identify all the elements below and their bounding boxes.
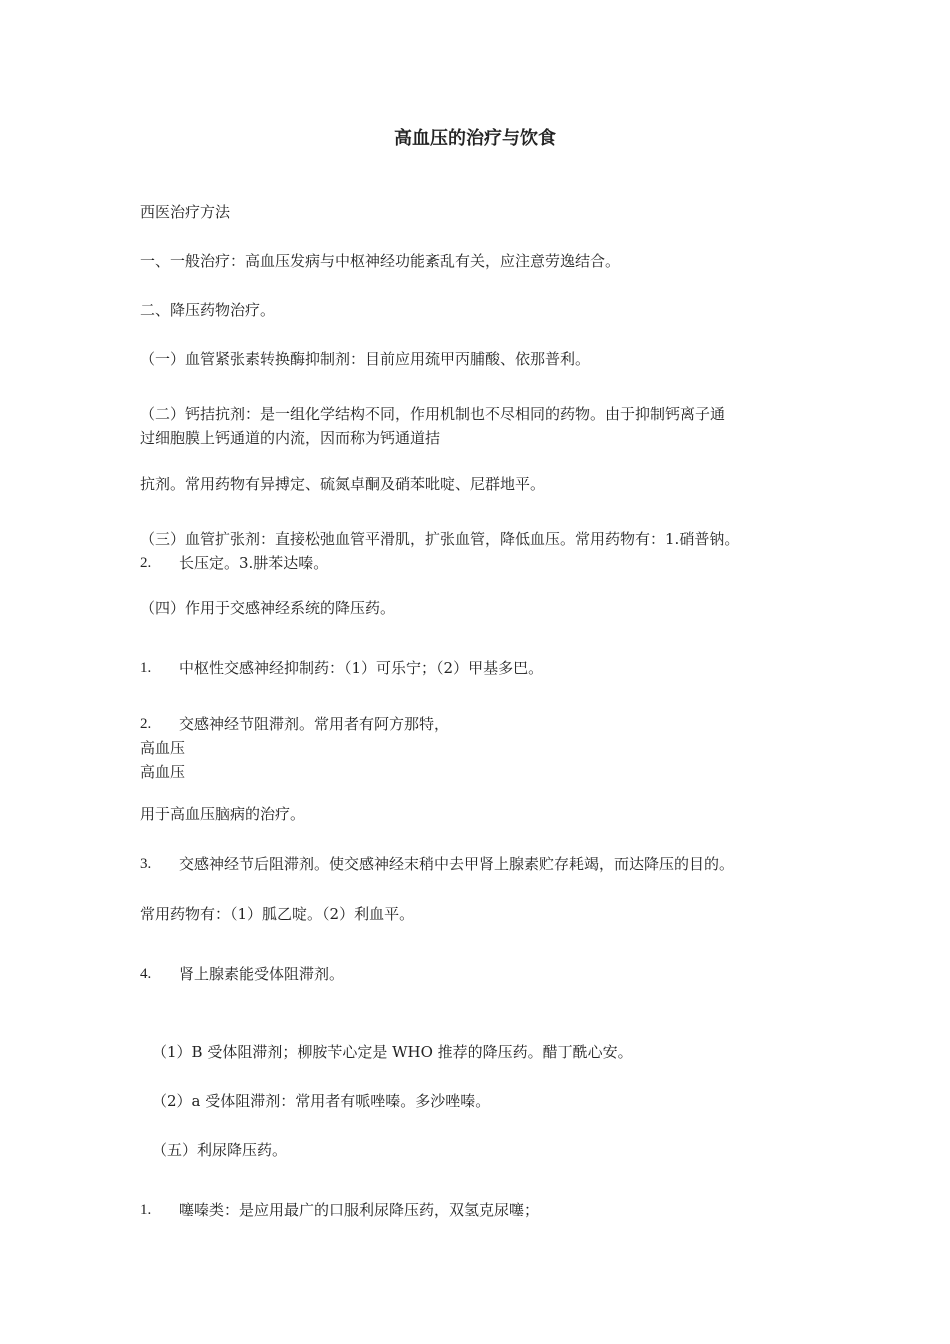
list-number: 3. <box>140 856 152 872</box>
section-heading: 西医治疗方法 <box>140 203 231 221</box>
paragraph-ace-inhibitor: （一）血管紧张素转换酶抑制剂：目前应用巯甲丙脯酸、依那普利。 <box>140 350 591 368</box>
list-item-thiazides: 噻嗪类：是应用最广的口服利尿降压药，双氢克尿噻； <box>179 1201 540 1219</box>
list-number: 1. <box>140 660 152 676</box>
list-number: 4. <box>140 966 152 982</box>
list-item-ganglion-blocker: 交感神经节阻滞剂。常用者有阿方那特， <box>179 715 450 733</box>
paragraph-calcium-blocker-line1: （二）钙拮抗剂：是一组化学结构不同，作用机制也不尽相同的药物。由于抑制钙离子通 <box>140 405 726 423</box>
paragraph-calcium-blocker-drugs: 抗剂。常用药物有异搏定、硫氮卓酮及硝苯吡啶、尼群地平。 <box>140 475 546 493</box>
paragraph-diuretics: （五）利尿降压药。 <box>152 1141 288 1159</box>
paragraph-drug-treatment: 二、降压药物治疗。 <box>140 301 276 319</box>
list-item-adrenergic-blocker: 肾上腺素能受体阻滞剂。 <box>179 965 345 983</box>
sub-item-alpha-blocker: （2）a 受体阻滞剂：常用者有哌唑嗪。多沙唑嗪。 <box>152 1092 491 1110</box>
list-item-postganglionic-blocker: 交感神经节后阻滞剂。使交感神经末稍中去甲肾上腺素贮存耗竭，而达降压的目的。 <box>179 855 735 873</box>
list-item-central-inhibitor: 中枢性交感神经抑制药：（1）可乐宁；（2）甲基多巴。 <box>179 659 544 677</box>
paragraph-vasodilator-line1: （三）血管扩张剂：直接松弛血管平滑肌，扩张血管，降低血压。常用药物有：1.硝普钠。 <box>140 530 740 548</box>
document-title: 高血压的治疗与饮食 <box>394 128 556 149</box>
list-number: 2. <box>140 716 152 732</box>
stray-text-line: 高血压 <box>140 763 186 781</box>
sub-item-beta-blocker: （1）Β 受体阻滞剂；柳胺苄心定是 WHO 推荐的降压药。醋丁酰心安。 <box>152 1043 633 1061</box>
paragraph-calcium-blocker-line2: 过细胞膜上钙通道的内流，因而称为钙通道拮 <box>140 429 441 447</box>
paragraph-common-drugs: 常用药物有：（1）胍乙啶。（2）利血平。 <box>140 905 415 923</box>
paragraph-general-treatment: 一、一般治疗：高血压发病与中枢神经功能紊乱有关，应注意劳逸结合。 <box>140 252 621 270</box>
list-number: 1. <box>140 1202 152 1218</box>
stray-text-line: 高血压 <box>140 739 186 757</box>
paragraph-vasodilator-line2: 长压定。3.肼苯达嗪。 <box>179 554 329 572</box>
paragraph-encephalopathy: 用于高血压脑病的治疗。 <box>140 805 306 823</box>
paragraph-sympathetic: （四）作用于交感神经系统的降压药。 <box>140 599 396 617</box>
list-number: 2. <box>140 555 152 571</box>
